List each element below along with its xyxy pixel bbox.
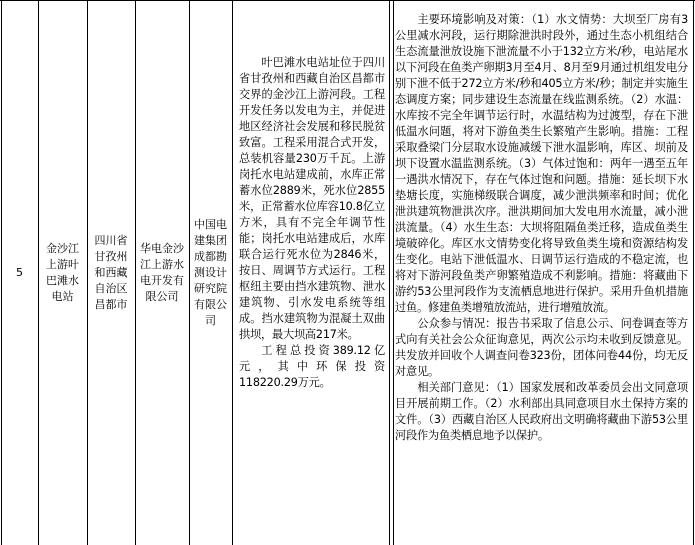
location-cell: [87, 0, 135, 545]
eia-unit-name: 中国电建集团成都勘测设计研究院有限公司: [194, 217, 227, 327]
row-index: [1, 0, 38, 545]
column-divider: [232, 0, 233, 545]
column-divider: [389, 0, 390, 545]
impact-paragraph: 主要环境影响及对策：（1）水文情势：大坝至厂房有3公里减水河段，运行期除泄洪时段外，通过生态小机组结合生态流量泄放设施下泄流量不小于132立方米/秒，电站尾水以下河段在鱼类产卵期3月至4月、8月至9月通过机组发电分别下泄不低于272立方米/秒和405立方米/秒；制定并实施生态调度方案；同步建设生态流量在线监测系统。（2）水温：水库按不完全年调节运行时，水温结构为过渡型，存在下泄低温水问题，将对下游鱼类生长繁殖产生影响。措施：工程采取叠梁门分层取水设施减缓下泄水温影响，库区、坝前及坝下设置水温监测系统。（3）气体过饱和：两年一遇至五年一遇洪水情况下，存在气体过饱和问题。措施：延长坝下水垫塘长度，实施梯级联合调度，减少泄洪频率和时间；优化泄洪建筑物泄洪次序。泄洪期间加大发电用水流量，减小泄洪流量。（4）水生生态：大坝将阻隔鱼类迁移，造成鱼类生境破碎化。库区水文情势变化将导致鱼类生境和资源结构发生变化。电站下泄低温水、日调节运行造成的不稳定流，也将对下游河段鱼类产卵繁殖造成不利影响。措施：将藏曲下游约53公里河段作为支流栖息地进行保护。采用升鱼机措施过鱼。修建鱼类增殖放流站，进行增殖放流。: [395, 13, 688, 314]
department-opinions-paragraph: 相关部门意见：（1）国家发展和改革委员会出文同意项目开展前期工作。（2）水利部出具同意项目水土保持方案的文件。（3）西藏自治区人民政府出文明确将藏曲下游53公里河段作为鱼类栖息地予以保护。: [395, 381, 688, 442]
column-divider: [393, 0, 394, 545]
developer-name: 华电金沙江上游水电开发有限公司: [140, 241, 184, 303]
developer-cell: [135, 0, 189, 545]
project-name: 金沙江上游叶巴滩水电站: [46, 241, 79, 303]
overview-paragraph: 工程总投资389.12亿元，其中环保投资118220.29万元。: [239, 344, 385, 389]
row-index-text: 5: [16, 265, 23, 279]
public-participation-paragraph: 公众参与情况：报告书采取了信息公示、问卷调查等方式向有关社会公众征询意见，两次公示均未收到反馈意见。共发放并回收个人调查问卷323份，团体问卷44份，均无反对意见。: [395, 317, 688, 378]
project-name-cell: [38, 0, 87, 545]
environmental-impact-cell: [395, 12, 688, 444]
overview-paragraph: 叶巴滩水电站址位于四川省甘孜州和西藏自治区昌都市交界的金沙江上游河段。工程开发任务以发电为主，并促进地区经济社会发展和移民脱贫致富。工程采用混合式开发，总装机容量230万千瓦。上游岗托水电站建成前，水库正常蓄水位2889米，死水位2855米，正常蓄水位库容10.8亿立方米，具有不完全年调节性能；岗托水电站建成后，水库联合运行死水位为2846米，按日、周调节方式运行。工程枢纽主要由挡水建筑物、泄水建筑物、引水发电系统等组成。挡水建筑物为混凝土双曲拱坝，最大坝高217米。: [239, 56, 385, 341]
table-border-right: [693, 0, 694, 545]
project-overview-cell: [239, 55, 385, 391]
project-location: 四川省甘孜州和西藏自治区昌都市: [94, 233, 128, 311]
eia-unit-cell: [189, 0, 232, 545]
